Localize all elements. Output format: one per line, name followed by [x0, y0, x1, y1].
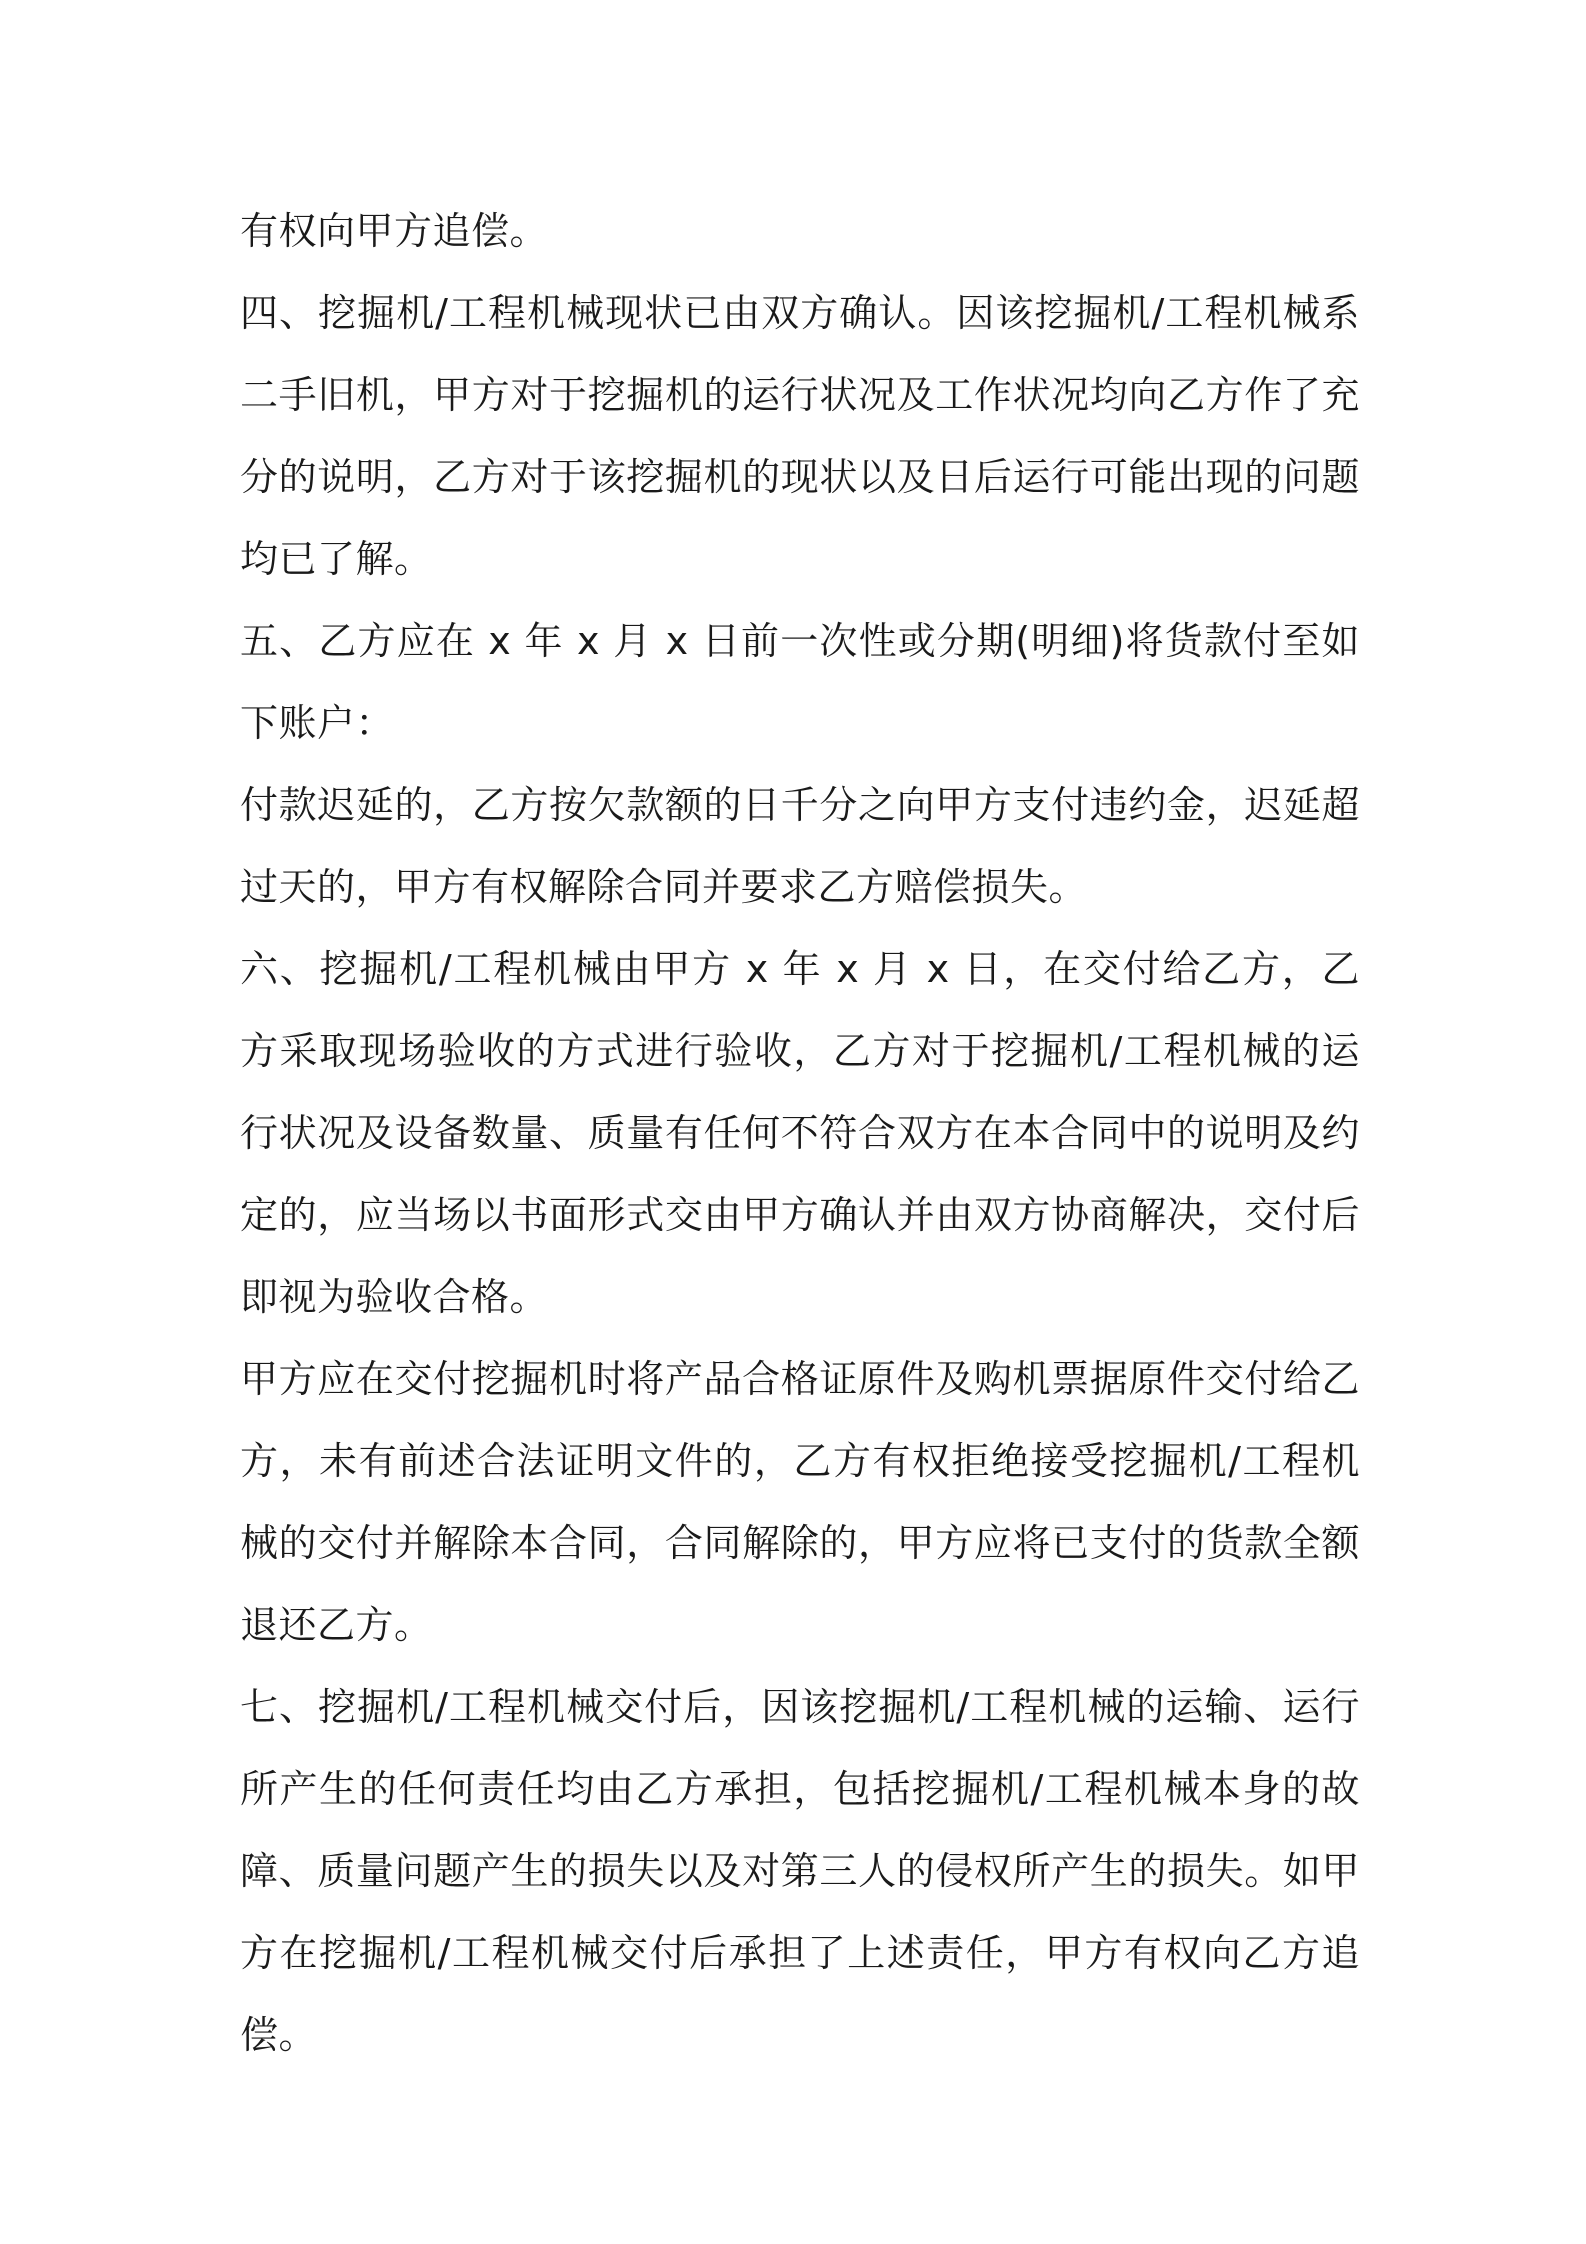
paragraph-continuation: 有权向甲方追偿。 [240, 209, 549, 253]
paragraph-clause-7: 七、挖掘机/工程机械交付后，因该挖掘机/工程机械的运输、运行所产生的任何责任均由乙方承担，包括挖掘机/工程机械本身的故障、质量问题产生的损失以及对第三人的侵权所产生的损失。如甲方在挖掘机/工程机械交付后承担了上述责任，甲方有权向乙方追偿。 [240, 1685, 1360, 2057]
paragraph-late-payment: 付款迟延的，乙方按欠款额的日千分之向甲方支付违约金，迟延超过天的，甲方有权解除合同并要求乙方赔偿损失。 [240, 783, 1360, 909]
paragraph-certificate-delivery: 甲方应在交付挖掘机时将产品合格证原件及购机票据原件交付给乙方，未有前述合法证明文件的，乙方有权拒绝接受挖掘机/工程机械的交付并解除本合同，合同解除的，甲方应将已支付的货款全额退还乙方。 [240, 1357, 1360, 1647]
paragraph-clause-4: 四、挖掘机/工程机械现状已由双方确认。因该挖掘机/工程机械系二手旧机，甲方对于挖掘机的运行状况及工作状况均向乙方作了充分的说明，乙方对于该挖掘机的现状以及日后运行可能出现的问题均已了解。 [240, 291, 1360, 581]
paragraph-clause-5: 五、乙方应在 x 年 x 月 x 日前一次性或分期(明细)将货款付至如下账户： [240, 619, 1360, 745]
paragraph-clause-6: 六、挖掘机/工程机械由甲方 x 年 x 月 x 日，在交付给乙方，乙方采取现场验收的方式进行验收，乙方对于挖掘机/工程机械的运行状况及设备数量、质量有任何不符合双方在本合同中的说明及约定的，应当场以书面形式交由甲方确认并由双方协商解决，交付后即视为验收合格。 [240, 947, 1360, 1319]
document-body [240, 190, 1360, 2076]
